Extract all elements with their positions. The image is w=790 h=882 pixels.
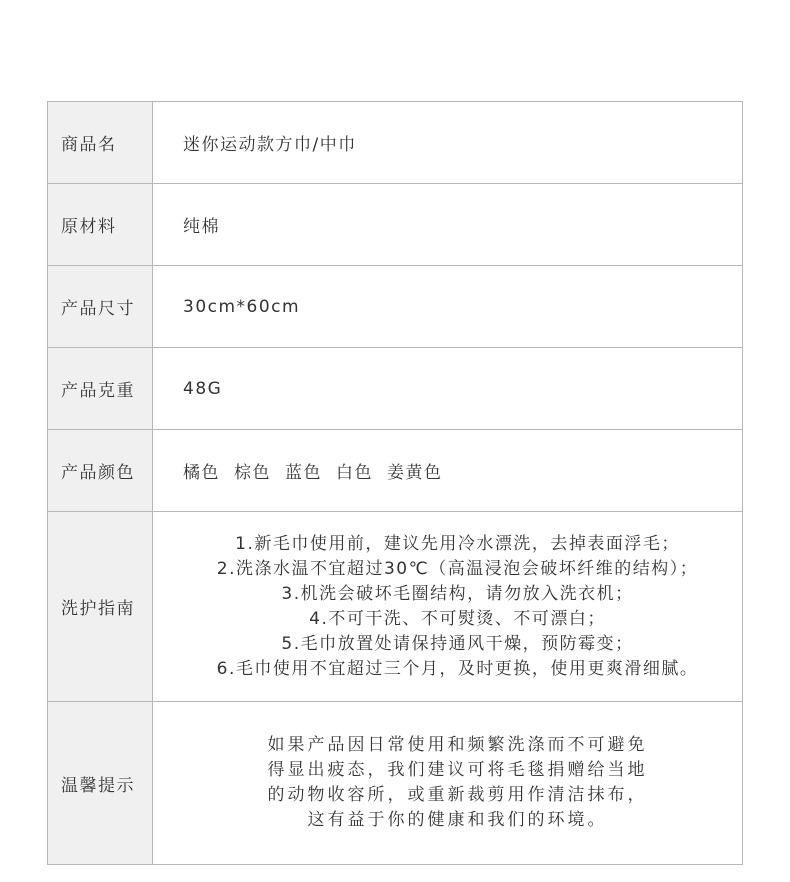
value-product-name: 迷你运动款方巾/中巾 — [183, 135, 357, 155]
value-material: 纯棉 — [183, 217, 220, 237]
tip-line: 这有益于你的健康和我们的环境。 — [307, 810, 608, 830]
label-care-guide: 洗护指南 — [48, 512, 153, 701]
row-product-name — [48, 102, 742, 184]
value-weight: 48G — [183, 378, 223, 399]
label-weight: 产品克重 — [48, 348, 153, 429]
label-size: 产品尺寸 — [48, 266, 153, 347]
product-spec-table — [47, 101, 743, 865]
row-care-guide — [48, 512, 742, 702]
value-size: 30cm*60cm — [183, 296, 301, 317]
care-line: 6.毛巾使用不宜超过三个月，及时更换，使用更爽滑细腻。 — [216, 658, 699, 679]
color-option: 姜黄色 — [387, 463, 443, 483]
label-product-name: 商品名 — [48, 102, 153, 183]
color-option: 白色 — [336, 463, 373, 483]
color-option: 蓝色 — [285, 463, 322, 483]
label-material: 原材料 — [48, 184, 153, 265]
color-option: 棕色 — [234, 463, 271, 483]
row-tips — [48, 702, 742, 864]
care-line: 1.新毛巾使用前，建议先用冷水漂洗，去掉表面浮毛； — [235, 533, 680, 554]
color-option: 橘色 — [183, 463, 220, 483]
row-weight — [48, 348, 742, 430]
care-line: 4.不可干洗、不可熨烫、不可漂白； — [309, 608, 606, 629]
value-care-guide — [153, 512, 742, 701]
label-colors: 产品颜色 — [48, 430, 153, 511]
row-material — [48, 184, 742, 266]
tip-line: 得显出疲态，我们建议可将毛毯捐赠给当地 — [267, 760, 648, 780]
care-line: 5.毛巾放置处请保持通风干燥，预防霉变； — [281, 633, 634, 654]
row-size — [48, 266, 742, 348]
care-line: 3.机洗会破坏毛圈结构，请勿放入洗衣机； — [281, 583, 634, 604]
label-tips: 温馨提示 — [48, 702, 153, 864]
tip-line: 的动物收容所，或重新裁剪用作清洁抹布， — [267, 785, 648, 805]
value-tips — [153, 702, 742, 864]
tip-line: 如果产品因日常使用和频繁洗涤而不可避免 — [267, 735, 648, 755]
value-colors — [153, 430, 742, 511]
row-colors — [48, 430, 742, 512]
care-line: 2.洗涤水温不宜超过30℃（高温浸泡会破坏纤维的结构）； — [216, 558, 699, 579]
